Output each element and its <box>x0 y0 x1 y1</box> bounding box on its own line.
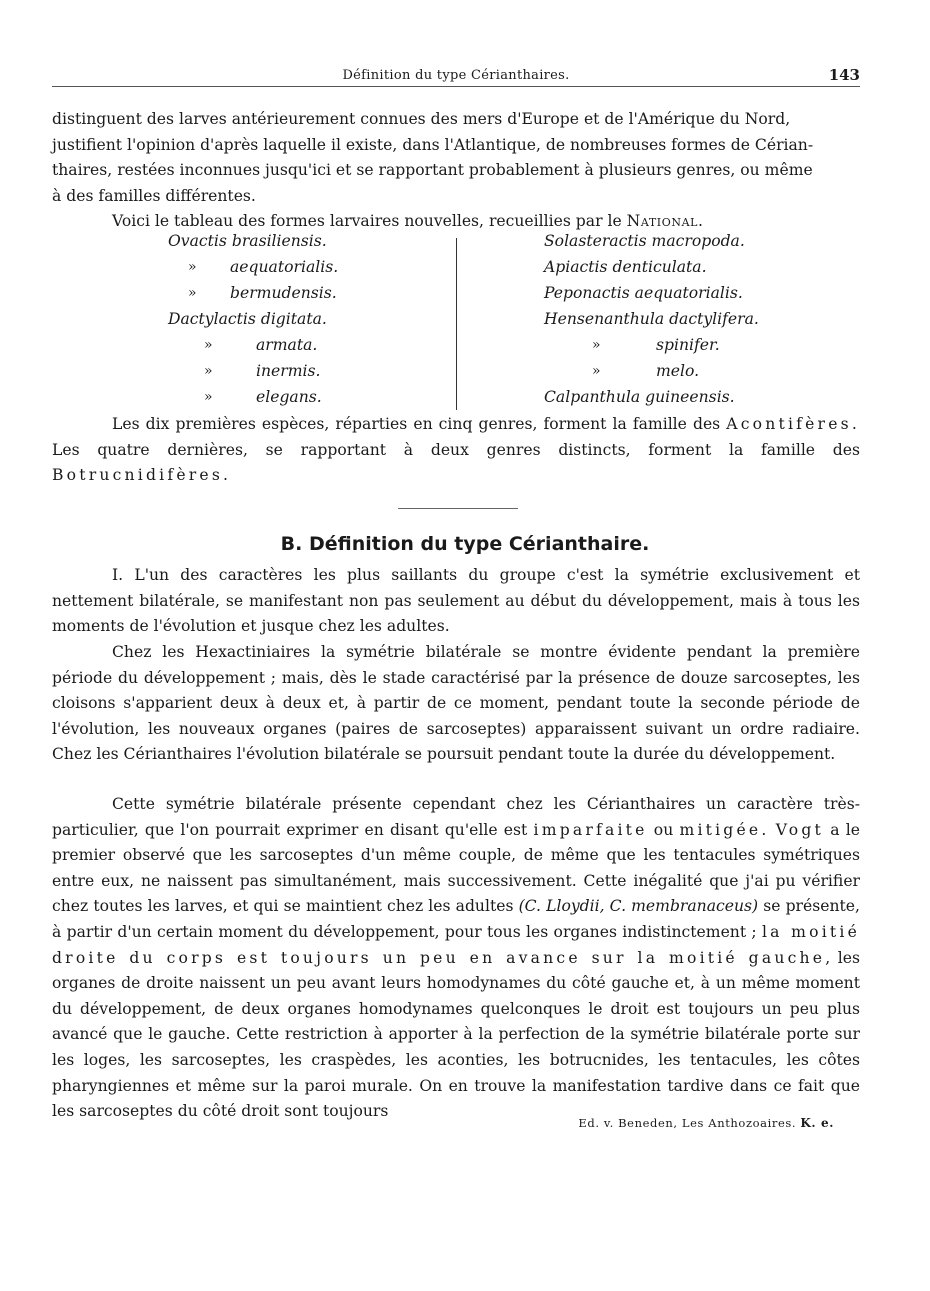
p3-text-b: a le premier observé que les sarcoseptes d'un même couple, de même que les tentacules symétriques entre eux, ne naissent pas simultanément, mais successivement. Cette inégalité que j'ai pu vérifier chez toutes les larves, et qui se maintient chez les adultes <box>52 820 860 916</box>
families-text-a: Les dix premières espèces, réparties en cinq genres, forment la famille des <box>112 415 727 433</box>
species-right-4: Hensenanthula dactylifera. <box>544 310 759 328</box>
intro-line-3: thaires, restées inconnues jusqu'ici et se rapportant probablement à plusieurs genres, ou même <box>52 161 813 180</box>
species-right-1: Solasteractis macropoda. <box>544 232 745 250</box>
ditto-mark: » <box>204 363 213 379</box>
species-right-7: Calpanthula guineensis. <box>544 388 735 406</box>
species-left-3: bermudensis. <box>230 284 337 302</box>
table-intro <box>52 209 860 235</box>
p3-imparfaite: imparfaite <box>533 820 648 839</box>
ditto-mark: » <box>592 363 601 379</box>
species-right-2: Apiactis denticulata. <box>544 258 707 276</box>
ditto-mark: » <box>188 285 197 301</box>
footer-signature <box>578 1116 834 1130</box>
species-left-7: elegans. <box>256 388 322 406</box>
intro-line-1: distinguent des larves antérieurement connues des mers d'Europe et de l'Amérique du Nord, <box>52 110 791 128</box>
section-separator <box>398 508 518 509</box>
p3-ou: ou <box>647 820 680 839</box>
p3-mitigee: mitigée. <box>679 820 770 839</box>
sheet-mark: K. e. <box>800 1116 834 1130</box>
intro-paragraph <box>52 107 860 209</box>
family-acontiferes: Acontifères. <box>726 415 860 433</box>
ditto-mark: » <box>188 259 197 275</box>
p3-species-citation: (C. Lloydii, C. membranaceus) <box>518 897 759 916</box>
vessel-name: National. <box>626 212 704 230</box>
species-left-6: inermis. <box>256 362 321 380</box>
species-left-2: aequatorialis. <box>230 258 339 276</box>
paragraph-1: I. L'un des caractères les plus saillants du groupe c'est la symétrie exclusivement et nettement bilatérale, se manifestant non pas seulement au début du développement, mais à tous les moments de l'évolution et jusque chez les adultes. <box>52 566 860 636</box>
ditto-mark: » <box>592 337 601 353</box>
column-divider <box>456 238 457 410</box>
p3-text-c: se présente, à partir d'un certain moment du développement, pour tous les organes indistinctement ; <box>52 897 860 941</box>
intro-line-4: à des familles différentes. <box>52 186 256 205</box>
signature-text: Ed. v. Beneden, Les Anthozoaires. <box>578 1116 797 1130</box>
ditto-mark: » <box>204 389 213 405</box>
species-left-4: Dactylactis digitata. <box>168 310 327 328</box>
species-table <box>52 232 860 410</box>
family-botrucnidiferes: Botrucnidifères. <box>52 466 232 485</box>
p3-vogt: Vogt <box>775 820 825 839</box>
paragraph-3 <box>52 792 860 1125</box>
species-right-3: Peponactis aequatorialis. <box>544 284 743 302</box>
running-head <box>52 66 860 87</box>
paragraph-2: Chez les Hexactiniaires la symétrie bilatérale se montre évidente pendant la première période du développement ; mais, dès le stade caractérisé par la présence de douze sarcoseptes, les cloisons s'apparient deux à deux et, à partir de ce moment, pendant toute la seconde période de l'évolution, les nouveaux organes (paires de sarcoseptes) apparaissent suivant un ordre radiaire. Chez les Cérianthaires l'évolution bilatérale se poursuit pendant toute la durée du développement. <box>52 643 860 764</box>
p3-spaced-phrase: la moitié droite du corps est toujours un peu en avance sur la moitié gauche <box>52 922 861 967</box>
table-intro-text: Voici le tableau des formes larvaires nouvelles, recueillies par le <box>112 212 627 230</box>
species-left-1: Ovactis brasiliensis. <box>168 232 327 250</box>
page-number: 143 <box>828 66 860 84</box>
ditto-mark: » <box>204 337 213 353</box>
families-text-b: Les quatre dernières, se rapportant à deux genres distincts, forment la famille des <box>52 440 860 459</box>
section-title: B. Définition du type Cérianthaire. <box>280 533 650 555</box>
p3-text-a: Cette symétrie bilatérale présente cependant chez les Cérianthaires un caractère très-particulier, que l'on pourrait exprimer en disant qu'elle est <box>52 795 860 839</box>
p3-text-d: , les organes de droite naissent un peu avant leurs homodynames du côté gauche et, à un même moment du développement, de deux organes homodynames quelconques le droit est toujours un peu plus avancé que le gauche. Cette restriction à apporter à la perfection de la symétrie bilatérale porte sur les loges, les sarcoseptes, les craspèdes, les aconties, les botrucnides, les tentacules, les côtes pharyngiennes et même sur la paroi murale. On en trouve la manifestation tardive dans ce fait que les sarcoseptes du côté droit sont toujours <box>52 948 860 1121</box>
species-right-6: melo. <box>656 362 700 380</box>
species-left-5: armata. <box>256 336 318 354</box>
running-title: Définition du type Cérianthaires. <box>342 68 570 83</box>
intro-line-2: justifient l'opinion d'après laquelle il existe, dans l'Atlantique, de nombreuses formes de Cérian- <box>52 135 814 154</box>
families-paragraph <box>52 412 860 489</box>
species-right-5: spinifer. <box>656 336 720 354</box>
